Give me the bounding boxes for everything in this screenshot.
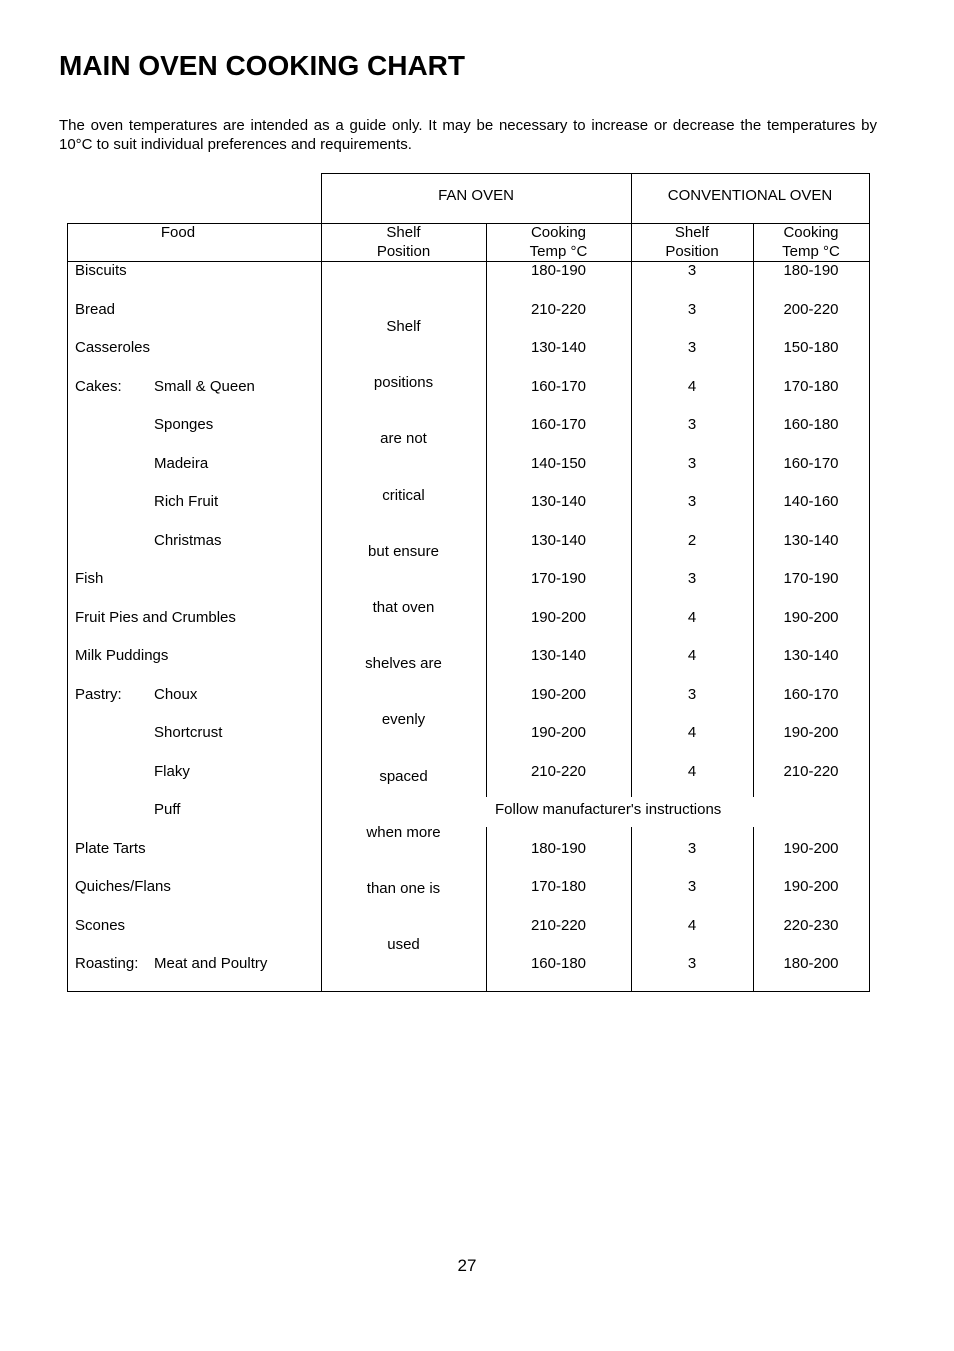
conv-shelf-value: 2: [687, 532, 697, 549]
shelf-note-line: shelves are: [365, 655, 442, 672]
conv-shelf-value: 3: [687, 339, 697, 356]
conv-shelf-value: 4: [687, 917, 697, 934]
food-item: Shortcrust: [154, 724, 223, 741]
food-category: Milk Puddings: [75, 647, 169, 664]
food-item: Puff: [154, 801, 181, 818]
conv-temp-value: 180-200: [783, 955, 839, 972]
conv-shelf-value: 3: [687, 686, 697, 703]
conv-temp-value: 210-220: [783, 763, 839, 780]
fan-temp-value: 180-190: [530, 262, 587, 279]
fan-temp-value: 160-180: [530, 955, 587, 972]
fan-temp-value: 140-150: [530, 455, 587, 472]
conv-temp-value: 200-220: [783, 301, 839, 318]
intro-paragraph: The oven temperatures are intended as a guide only. It may be necessary to increase or decrease the temperatures by 10°C to suit individual preferences and requirements.: [59, 117, 877, 153]
table-border: [67, 991, 870, 992]
table-border: [321, 173, 322, 992]
conv-temp-value: 140-160: [783, 493, 839, 510]
food-item: Christmas: [154, 532, 222, 549]
conv-shelf-value: 4: [687, 609, 697, 626]
fan-temp-value: 130-140: [530, 532, 587, 549]
food-item: Meat and Poultry: [154, 955, 268, 972]
fan-temp-value: 190-200: [530, 609, 587, 626]
conv-temp-header: Cooking Temp °C: [782, 224, 840, 260]
fan-oven-header: FAN OVEN: [438, 187, 514, 204]
fan-temp-value: 130-140: [530, 339, 587, 356]
shelf-note-line: spaced: [379, 768, 428, 785]
conventional-oven-header: CONVENTIONAL OVEN: [667, 187, 833, 204]
conv-temp-value: 160-170: [783, 686, 839, 703]
shelf-note-line: used: [387, 936, 420, 953]
fan-temp-value: 190-200: [530, 686, 587, 703]
shelf-note-line: that oven: [372, 599, 435, 616]
shelf-note-line: than one is: [366, 880, 441, 897]
conv-shelf-value: 3: [687, 493, 697, 510]
conv-temp-value: 160-180: [783, 416, 839, 433]
conv-shelf-value: 4: [687, 724, 697, 741]
conv-temp-value: 150-180: [783, 339, 839, 356]
conv-shelf-value: 4: [687, 647, 697, 664]
conv-shelf-value: 3: [687, 955, 697, 972]
table-border: [869, 173, 870, 992]
food-category: Bread: [75, 301, 116, 318]
conv-shelf-value: 3: [687, 416, 697, 433]
food-item: Madeira: [154, 455, 209, 472]
shelf-note-line: positions: [373, 374, 434, 391]
fan-temp-value: 160-170: [530, 378, 587, 395]
conv-temp-value: 220-230: [783, 917, 839, 934]
shelf-note-line: but ensure: [368, 543, 439, 560]
food-category: Quiches/Flans: [75, 878, 171, 895]
conv-shelf-value: 3: [687, 570, 697, 587]
table-border: [67, 223, 68, 992]
conv-temp-value: 130-140: [783, 532, 839, 549]
conv-shelf-value: 3: [687, 840, 697, 857]
fan-temp-value: 160-170: [530, 416, 587, 433]
conv-temp-value: 160-170: [783, 455, 839, 472]
shelf-note-line: are not: [380, 430, 427, 447]
fan-temp-value: 130-140: [530, 493, 587, 510]
conv-temp-value: 170-180: [783, 378, 839, 395]
conv-temp-value: 170-190: [783, 570, 839, 587]
fan-temp-value: 210-220: [530, 301, 587, 318]
food-item: Sponges: [154, 416, 214, 433]
food-category: Casseroles: [75, 339, 151, 356]
conv-shelf-value: 4: [687, 763, 697, 780]
food-category: Fruit Pies and Crumbles: [75, 609, 236, 626]
conv-shelf-value: 3: [687, 301, 697, 318]
food-category: Scones: [75, 917, 126, 934]
conv-shelf-value: 4: [687, 378, 697, 395]
shelf-note-line: evenly: [381, 711, 426, 728]
cooking-chart-table: [67, 173, 870, 992]
conv-temp-value: 190-200: [783, 724, 839, 741]
food-category: Pastry:: [75, 686, 122, 703]
conv-temp-value: 180-190: [783, 262, 839, 279]
fan-temp-value: 180-190: [530, 840, 587, 857]
fan-temp-header: Cooking Temp °C: [529, 224, 588, 260]
conv-temp-value: 130-140: [783, 647, 839, 664]
instruction-note: Follow manufacturer's instructions: [495, 801, 722, 818]
conv-shelf-value: 3: [687, 262, 697, 279]
conv-shelf-value: 3: [687, 455, 697, 472]
food-category: Roasting:: [75, 955, 139, 972]
food-item: Flaky: [154, 763, 190, 780]
food-column-header: Food: [160, 224, 196, 241]
fan-temp-value: 130-140: [530, 647, 587, 664]
fan-temp-value: 210-220: [530, 917, 587, 934]
food-item: Rich Fruit: [154, 493, 219, 510]
fan-temp-value: 170-180: [530, 878, 587, 895]
food-category: Plate Tarts: [75, 840, 146, 857]
fan-temp-value: 170-190: [530, 570, 587, 587]
page-title: MAIN OVEN COOKING CHART: [59, 50, 465, 81]
page-number: 27: [457, 1256, 477, 1275]
fan-temp-value: 190-200: [530, 724, 587, 741]
conv-temp-value: 190-200: [783, 609, 839, 626]
food-item: Small & Queen: [154, 378, 255, 395]
conv-temp-value: 190-200: [783, 840, 839, 857]
conv-shelf-header: Shelf Position: [665, 224, 719, 260]
food-category: Biscuits: [75, 262, 127, 279]
shelf-note-line: Shelf: [386, 318, 421, 335]
conv-temp-value: 190-200: [783, 878, 839, 895]
fan-shelf-header: Shelf Position: [376, 224, 431, 260]
fan-temp-value: 210-220: [530, 763, 587, 780]
shelf-note-line: critical: [382, 487, 425, 504]
food-item: Choux: [154, 686, 198, 703]
food-category: Cakes:: [75, 378, 122, 395]
shelf-note-line: when more: [366, 824, 441, 841]
table-border: [321, 173, 870, 174]
conv-shelf-value: 3: [687, 878, 697, 895]
food-category: Fish: [75, 570, 104, 587]
